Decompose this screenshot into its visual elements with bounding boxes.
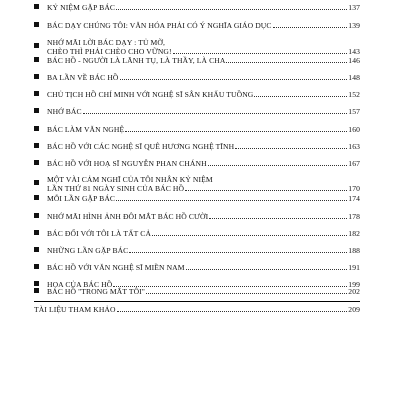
toc-entry-title: BÁC DẠY CHÚNG TÔI: VĂN HÓA PHẢI CÓ Ý NGHĨA GIÁO DỤC [47,21,272,30]
toc-line [47,107,360,116]
toc-entry-title: LẦN THỨ 81 NGÀY SINH CỦA BÁC HỒ [47,184,185,193]
toc-line [47,159,360,168]
toc-entry-title: KỶ NIỆM GẶP BÁC [47,3,116,12]
toc-entry-page: 148 [348,73,360,82]
toc-line [47,3,360,12]
toc-entry-text [47,194,360,203]
toc-entry-text [47,90,360,99]
dot-leader [117,311,348,312]
toc-entry-title: BÁC HỒ VỚI HOẠ SĨ NGUYỄN PHAN CHÁNH [47,159,207,168]
bullet-square-icon [34,43,39,48]
dot-leader [209,218,347,219]
toc-entry-title: BÁC ĐỐI VỚI TÔI LÀ TẤT CẢ [47,229,152,238]
dot-leader [116,9,347,10]
toc-entry-page: 178 [348,212,360,221]
toc-entry-text [47,3,360,12]
toc-line [47,175,360,184]
toc-line [47,38,360,47]
toc-entry-title: NHỚ MÃI HÌNH ẢNH ĐÔI MẮT BÁC HỒ CƯỜI [47,212,209,221]
toc-entry-text [47,246,360,255]
bullet-square-icon [34,57,39,62]
toc-line [47,263,360,272]
toc-line [47,73,360,82]
toc-entry-text [34,305,360,314]
toc-entry-page: 137 [348,3,360,12]
bullet-square-icon [34,91,39,96]
toc-line [47,194,360,203]
bullet-square-icon [34,281,39,286]
dot-leader [185,190,347,191]
toc-line [47,21,360,30]
toc-entry-title: HOA CỦA BÁC HỒ [47,280,113,289]
toc-entry-page: 188 [348,246,360,255]
bullet-square-icon [34,126,39,131]
toc-line [47,56,360,65]
toc-entry-title: NHỚ MÃI LỜI BÁC DẠY : TỦ MỠ, [47,38,165,47]
bullet-square-icon [34,288,39,293]
toc-entry-text [47,38,360,56]
toc-entry-text [47,263,360,272]
toc-entry-title: NHỚ BÁC [47,107,82,116]
toc-entry-page: 146 [348,56,360,65]
toc-entry-title: BÁC HỒ - NGƯỜI LÀ LÃNH TỤ, LÀ THẦY, LÀ CHA [47,56,226,65]
section-divider [34,301,360,302]
toc-line [47,229,360,238]
bullet-square-icon [34,195,39,200]
dot-leader [83,113,348,114]
toc-entry-page: 157 [348,107,360,116]
dot-leader [226,62,347,63]
toc-entry-page: 202 [348,287,360,296]
bullet-square-icon [34,180,39,185]
toc-line [47,142,360,151]
toc-entry-page: 167 [348,159,360,168]
dot-leader [129,252,347,253]
toc-entry-title: MỖI LẦN GẶP BÁC [47,194,116,203]
dot-leader [186,269,348,270]
toc-entry-text [47,56,360,65]
toc-entry-page: 139 [348,21,360,30]
toc-entry-title: BÁC LÀM VĂN NGHỆ [47,125,125,134]
toc-entry-page: 163 [348,142,360,151]
toc-entry-page: 182 [348,229,360,238]
bullet-square-icon [34,22,39,27]
toc-entry-title: CHÈO THÌ PHẢI CHÈO CHO VỮNG! [47,47,172,56]
toc-line [47,184,360,193]
bullet-square-icon [34,247,39,252]
dot-leader [273,27,348,28]
toc-entry-page: 160 [348,125,360,134]
toc-entry-title: BÁC HỒ "TRONG MẮT TÔI" [47,287,145,296]
dot-leader [173,53,348,54]
toc-entry-title: NHỮNG LẦN GẶP BÁC [47,246,129,255]
dot-leader [146,293,347,294]
bullet-square-icon [34,143,39,148]
bullet-square-icon [34,74,39,79]
references-page: 209 [348,305,360,314]
dot-leader [254,96,347,97]
toc-entry-text [47,159,360,168]
toc-line [47,212,360,221]
dot-leader [116,200,347,201]
toc-entry-title: CHỦ TỊCH HỒ CHÍ MINH VỚI NGHỆ SĨ SÂN KHẤU TUỒNG [47,90,254,99]
toc-line [47,47,360,56]
toc-entry-text [47,175,360,193]
toc-line [34,305,360,314]
toc-entry-text [47,107,360,116]
toc-entry-page: 152 [348,90,360,99]
references-label: TÀI LIỆU THAM KHẢO [34,305,116,314]
toc-entry-page: 143 [348,47,360,56]
toc-entry-page: 191 [348,263,360,272]
dot-leader [235,148,347,149]
toc-entry-text [47,229,360,238]
dot-leader [120,79,348,80]
toc-entry-text [47,142,360,151]
toc-line [47,125,360,134]
toc-line [47,287,360,296]
toc-entry-text [47,73,360,82]
toc-entry-text [47,287,360,296]
dot-leader [152,235,347,236]
toc-entry-title: BÁC HỒ VỚI VĂN NGHỆ SĨ MIỀN NAM [47,263,185,272]
toc-entry-title: BA LẦN VỀ BÁC HỒ [47,73,119,82]
toc-entry-page: 174 [348,194,360,203]
toc-entry-text [47,21,360,30]
toc-entry-page: 199 [348,280,360,289]
toc-entry-text [47,125,360,134]
toc-entry-title: BÁC HỒ VỚI CÁC NGHỆ SĨ QUÊ HƯƠNG NGHỆ TĨNH [47,142,235,151]
toc-line [47,246,360,255]
bullet-square-icon [34,213,39,218]
toc-entry-page: 170 [348,184,360,193]
dot-leader [208,165,348,166]
toc-entry-text [47,212,360,221]
bullet-square-icon [34,4,39,9]
toc-line [47,90,360,99]
bullet-square-icon [34,264,39,269]
bullet-square-icon [34,230,39,235]
dot-leader [125,131,347,132]
bullet-square-icon [34,160,39,165]
toc-entry-title: MỘT VÀI CẢM NGHĨ CỦA TÔI NHÂN KỶ NIỆM [47,175,213,184]
bullet-square-icon [34,108,39,113]
